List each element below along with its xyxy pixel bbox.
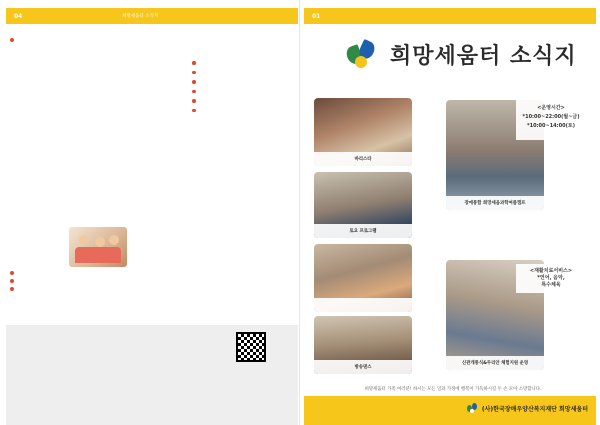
sidebar-heading [192,109,290,113]
left-top-bar [6,8,298,24]
bullet-icon [10,279,14,283]
sidebar-heading [192,90,290,94]
main-article-column [10,38,186,294]
sidebar-heading [192,71,290,75]
bullet-icon [192,71,196,75]
bullet-icon [192,61,196,65]
operating-hours-box [516,100,586,140]
sidebar-heading [192,80,290,84]
right-page [300,0,600,425]
sidebar-heading [192,99,290,103]
bullet-icon [192,80,196,84]
photo-label: 신관개통식&두리안 체험지원 운영 [446,356,544,370]
bullet-icon [10,271,14,275]
bullet-icon [10,287,14,291]
rehab-service-box [516,264,586,293]
service-line: 특수체육 [541,282,561,288]
sidebar-heading [192,61,290,65]
masthead [344,34,594,74]
service-title: <재활치료서비스> [529,268,573,274]
corporation-logo-icon [466,402,478,414]
photo-label: 토요 프로그램 [314,224,412,238]
hours-saturday: *10:00~14:00(토) [526,123,576,129]
left-bar-title: 희망세움터 소식지 [122,14,159,19]
photo-barista [314,98,412,166]
children-photo [69,227,127,267]
section-heading-meeting [10,279,186,283]
service-line: *언어, 음악, [537,275,565,281]
hours-title: <운영시간> [537,105,565,111]
right-page-number: 01 [312,12,321,20]
left-page-number: 04 [14,12,23,20]
photo-label: 장애통합 희망세움과학여름캠프 [446,196,544,210]
article-body [10,45,186,223]
bullet-icon [192,90,196,94]
leaf-logo-icon [344,38,380,70]
slogan: 희망세움터 가족 여러분! 하시는 모든 일과 가정에 행복이 가득하시길 두 손 모아 소망합니다. [364,387,542,392]
photo-saturday-program [314,172,412,238]
newsletter-title: 희망세움터 소식지 [390,43,577,69]
bullet-icon [192,109,196,113]
section-heading-schedule [10,38,186,42]
qr-code-icon[interactable] [236,332,266,362]
corporation-signature [466,402,588,414]
bullet-icon [192,99,196,103]
section-heading-news [10,271,186,275]
photo-activity [314,244,412,312]
photo-label: 방송댄스 [314,360,412,374]
photo-label [314,298,412,312]
hours-weekday: *10:00~22:00(월~금) [522,114,580,120]
bullet-icon [10,38,14,42]
photo-dance [314,316,412,374]
section-heading-sponsor [10,287,186,291]
photo-label: 바리스타 [314,152,412,166]
corporation-name: (사)한국장애우양산복지재단 희망세움터 [481,405,588,413]
right-top-bar [304,8,596,24]
left-sidebar [192,55,290,113]
